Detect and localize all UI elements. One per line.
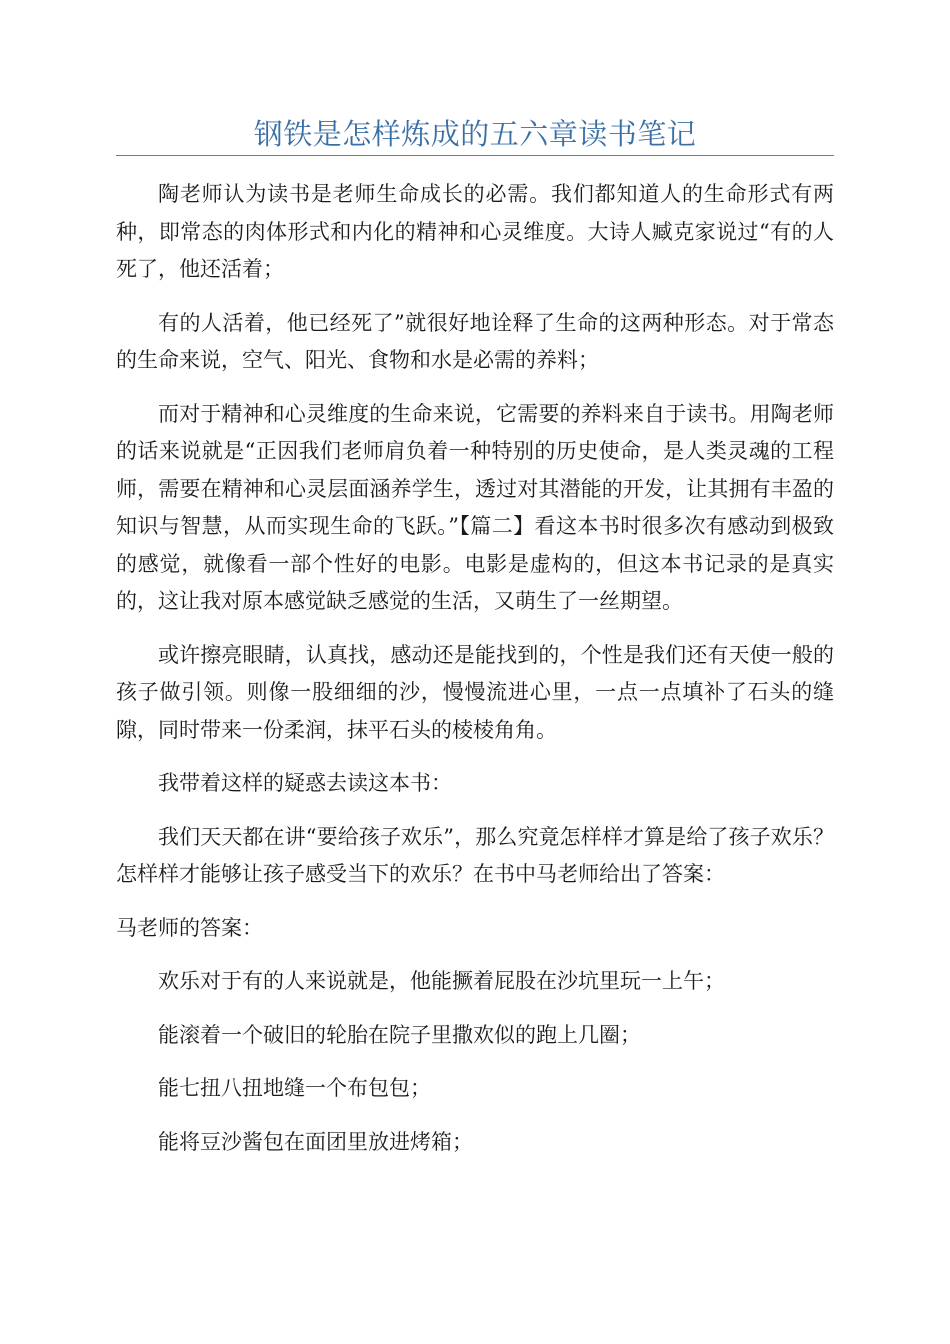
title-underline: [116, 155, 834, 156]
paragraph: 能滚着一个破旧的轮胎在院子里撒欢似的跑上几圈；: [158, 1022, 641, 1047]
paragraph: 我带着这样的疑惑去读这本书：: [158, 771, 452, 795]
document-body: [116, 176, 834, 1177]
paragraph: 能将豆沙酱包在面团里放进烤箱；: [158, 1129, 473, 1154]
paragraph: 能七扭八扭地缝一个布包包；: [158, 1076, 431, 1100]
document-title: 钢铁是怎样炼成的五六章读书笔记: [253, 117, 697, 151]
paragraph: 陶老师认为读书是老师生命成长的必需。我们都知道人的生命形式有两种，即常态的肉体形式和内化的精神和心灵维度。大诗人臧克家说过“有的人死了，他还活着；: [116, 182, 834, 281]
paragraph: 我们天天都在讲“要给孩子欢乐”，那么究竟怎样样才算是给了孩子欢乐？怎样样才能够让孩子感受当下的欢乐？在书中马老师给出了答案：: [116, 824, 834, 886]
paragraph: 欢乐对于有的人来说就是，他能撅着屁股在沙坑里玩一上午；: [158, 969, 725, 993]
paragraph: 而对于精神和心灵维度的生命来说，它需要的养料来自于读书。用陶老师的话来说就是“正因我们老师肩负着一种特别的历史使命，是人类灵魂的工程师，需要在精神和心灵层面涵养学生，透过对其潜能的开发，让其拥有丰盈的知识与智慧，从而实现生命的飞跃。”【篇二】看这本书时很多次有感动到极致的感觉，就像看一部个性好的电影。电影是虚构的，但这本书记录的是真实的，这让我对原本感觉缺乏感觉的生活，又萌生了一丝期望。: [116, 401, 834, 613]
paragraph: 马老师的答案：: [116, 915, 263, 940]
paragraph: 或许擦亮眼睛，认真找，感动还是能找到的，个性是我们还有天使一般的孩子做引领。则像一股细细的沙，慢慢流进心里，一点一点填补了石头的缝隙，同时带来一份柔润，抹平石头的棱棱角角。: [116, 642, 834, 742]
paragraph: 有的人活着，他已经死了”就很好地诠释了生命的这两种形态。对于常态的生命来说，空气、阳光、食物和水是必需的养料；: [116, 310, 834, 372]
